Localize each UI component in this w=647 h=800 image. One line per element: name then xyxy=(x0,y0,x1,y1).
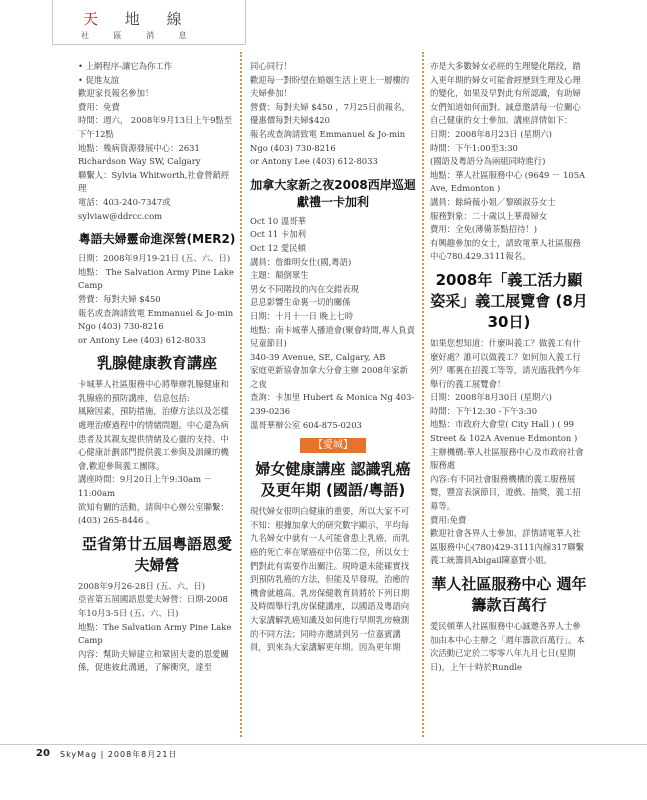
paragraph: (國語及粵語分為兩組同時進行) xyxy=(430,156,546,167)
paragraph: 日期：十月十一日 晚上七時 xyxy=(250,310,354,321)
paragraph: 日期：2008年8月30日 (星期六) xyxy=(430,392,552,403)
paragraph: 時間：週六， 2008年9月13日上午9點至下午12點 xyxy=(78,115,233,139)
paragraph: 男女不同階段的內在交錯表現 xyxy=(250,283,359,294)
paragraph: 風險因素，預防措施，治療方法以及怎樣處理治療過程中的情緒問題。中心還為病患者及其親友提供情緒及心靈的支持。中心健康計劃部門提供義工參與及訓練的機會,歡迎參與義工團隊。 xyxy=(78,406,229,471)
paragraph: Oct 11 卡加利 xyxy=(250,229,307,240)
section-title xyxy=(83,8,193,29)
article-heading: 亞省第廿五屆粵語恩愛夫婦營 xyxy=(81,534,232,574)
paragraph: 聯繫人：Sylvia Whitworth,社會營銷經理 xyxy=(78,169,230,194)
paragraph: 日期：2008年9月19-21日 (五、六、日) xyxy=(78,253,231,264)
paragraph: 時間：下午1:00至3:30 xyxy=(430,142,518,153)
paragraph: 報名或查詢請致電 Emmanuel & Jo-min Ngo (403) 730-8216 xyxy=(78,307,234,332)
paragraph: 服務對象：二十歲以上華裔婦女 xyxy=(430,210,548,221)
paragraph: 費用：全免(薄備茶點招待！) xyxy=(430,224,538,235)
paragraph: 亦是大多數婦女必經的生理變化階段，踏入更年期的婦女可能會經歷到生理及心理的變化，如果及早對此有所認識，有助婦女們知道如何面對。誠意邀請每一位關心自己健康的女士參加。講座詳情如下： xyxy=(430,61,581,126)
paragraph: • 促進友誼 xyxy=(78,74,120,85)
paragraph: 欲知有關的活動，請與中心辦公室聯繫：(403) 265-8446 。 xyxy=(78,501,229,526)
page-footer xyxy=(0,744,647,800)
article-heading: 加拿大家新之夜2008西岸巡迴獻禮一卡加利 xyxy=(250,177,416,209)
column-3 xyxy=(430,60,588,674)
paragraph: 內容:有不同社會服務機構的義工服務展覽，豐富表演節目，遊戲、抽獎，義工招募等。 xyxy=(430,473,581,512)
section-header xyxy=(52,0,246,45)
column-divider xyxy=(422,52,424,737)
footer-rule xyxy=(0,744,647,745)
page-number: 20 xyxy=(36,748,50,759)
section-title-rest: 地 線 xyxy=(124,10,193,28)
paragraph: 電話：403-240-7347或sylviaw@ddrcc.com xyxy=(78,196,171,221)
paragraph: 報名或查詢請致電 Emmanuel & Jo-min Ngo (403) 730-8216 xyxy=(250,128,406,153)
paragraph: 費用:免費 xyxy=(430,514,467,525)
paragraph: 講座時間：9月20日上午9:30am － 11:00am xyxy=(78,474,213,499)
paragraph: 卡城華人社區服務中心將舉辦乳腺健康和乳腺癌的預防講座，信息包括: xyxy=(78,379,229,403)
paragraph: 主題：顛倒眾生 xyxy=(250,270,309,281)
paragraph: Oct 10 溫哥華 xyxy=(250,215,307,226)
paragraph: 歡迎家長報名參加！ xyxy=(78,88,154,99)
footer-publication: SkyMag | 2008年8月21日 xyxy=(60,750,178,759)
paragraph: 地點：幾病資源發展中心：2631 Richardson Way SW, Calgary xyxy=(78,142,201,167)
paragraph: 地點： The Salvation Army Pine Lake Camp xyxy=(78,266,234,291)
region-tag: 【愛城】 xyxy=(300,438,366,453)
article-heading: 2008年「義工活力顯姿采」義工展覽會 (8月30日) xyxy=(430,270,588,331)
column-2 xyxy=(250,60,416,655)
article-heading: 華人社區服務中心 週年籌款百萬行 xyxy=(431,575,587,614)
paragraph: 溫哥華辦公室 604-875-0203 xyxy=(250,419,362,430)
paragraph: 地點：市政府大會堂( City Hall ) ( 99 Street & 102A Avenue Edmonton ) xyxy=(430,419,578,444)
paragraph: 同心同行！ xyxy=(250,61,292,71)
paragraph: 營費：每對夫婦 $450 xyxy=(78,293,161,304)
paragraph: 講員：餘綺薇小姐／黎頤淑芬女士 xyxy=(430,196,556,207)
paragraph: 亞省第五屆國語恩愛夫婦營：日期-2008年10月3-5日 (五、六、日) xyxy=(78,594,228,618)
paragraph: 日期：2008年8月23日 (星期六) xyxy=(430,128,552,139)
paragraph: Oct 12 愛民頓 xyxy=(250,242,307,253)
paragraph: 340-39 Avenue, SE, Calgary, AB xyxy=(250,351,386,362)
paragraph: 費用：免費 xyxy=(78,101,120,112)
paragraph: 如果您想知道：什麼叫義工？做義工有什麼好處？誰可以做義工？如何加入義工行列？哪裏在招義工等等，請光臨我們今年舉行的義工展覽會！ xyxy=(430,337,581,389)
paragraph: 時間：下午12:30 -下午3:30 xyxy=(430,405,538,416)
column-1 xyxy=(78,60,236,675)
paragraph: 查詢：卡加里 Hubert & Monica Ng 403-239-0236 xyxy=(250,392,415,417)
paragraph: 地點：華人社區服務中心 (9649 － 105A Ave, Edmonton ) xyxy=(430,169,586,194)
paragraph: 息息影響生命裏一切的關係 xyxy=(250,297,351,308)
column-divider xyxy=(240,52,242,737)
paragraph: 地點：南卡城華人播道會(聚會時間,專人負責兒童節目) xyxy=(250,324,416,349)
paragraph: • 上網程序-讓它為你工作 xyxy=(78,61,173,71)
paragraph: 營費：每對夫婦 $450 ，7月25日前報名，優惠價每對夫婦$420 xyxy=(250,101,410,126)
section-subtitle: 社 區 消 息 xyxy=(81,31,198,40)
paragraph: 歡迎每一對盼望在婚姻生活上更上一層樓的夫婦參加！ xyxy=(250,74,410,99)
paragraph: 2008年9月26-28日 (五、六、日) xyxy=(78,580,205,591)
article-heading: 婦女健康講座 認識乳癌及更年期 (國語/粵語) xyxy=(255,460,411,500)
paragraph: or Antony Lee (403) 612-8033 xyxy=(78,334,206,345)
paragraph: 歡迎社會各界人士參加，詳情請電華人社區服務中心(780)429-3111內線317聯繫義工統籌員Abigail陳嘉寶小姐。 xyxy=(430,528,585,566)
paragraph: 愛民頓華人社區服務中心誠邀各界人士參加由本中心主辦之「週年籌款百萬行」。本次活動已定於二零零八年九月七日(星期日)，上午十時於Rundle xyxy=(430,621,585,672)
paragraph: or Antony Lee (403) 612-8033 xyxy=(250,156,378,167)
paragraph: 主辦機構:華人社區服務中心及市政府社會服務處 xyxy=(430,446,584,471)
section-title-main: 天 xyxy=(83,10,110,28)
paragraph: 講員：詹維明女仕(國,粵語) xyxy=(250,256,352,267)
article-heading: 乳腺健康教育講座 xyxy=(96,354,217,373)
article-heading: 粵語夫婦靈命進深營(MER2) xyxy=(78,232,236,247)
paragraph: 家庭更新協會加拿大分會主辦 2008年家新之夜 xyxy=(250,365,408,389)
paragraph: 有興趣參加的女士，請致電華人社區服務中心780.429.3111報名。 xyxy=(430,237,581,262)
paragraph: 內容：幫助夫婦建立和鞏固夫妻的恩愛關係，促進彼此溝通，了解衝突，達至 xyxy=(78,648,229,673)
paragraph: 現代婦女很明白健康的重要，所以大家不可不知：根據加拿大的研究數字顯示，平均每九名婦女中就有一人可能會患上乳癌，而乳癌的死亡率在眾癌症中佔第二位，所以女士們對此有需要作出關注。現時還未能確實找到預防乳癌的方法，但能及早發現，治癒的機會就越高。乳房保健教育員將於下列日期及時間舉行乳房保健講座，以國語及粵語向大家講解乳癌知識及如何進行早期乳房檢測的不同方法；同時亦邀請到另一位嘉賓講員，到來為大家講解更年期。因為更年期 xyxy=(250,506,410,653)
paragraph: 地點：The Salvation Army Pine Lake Camp xyxy=(78,621,232,646)
